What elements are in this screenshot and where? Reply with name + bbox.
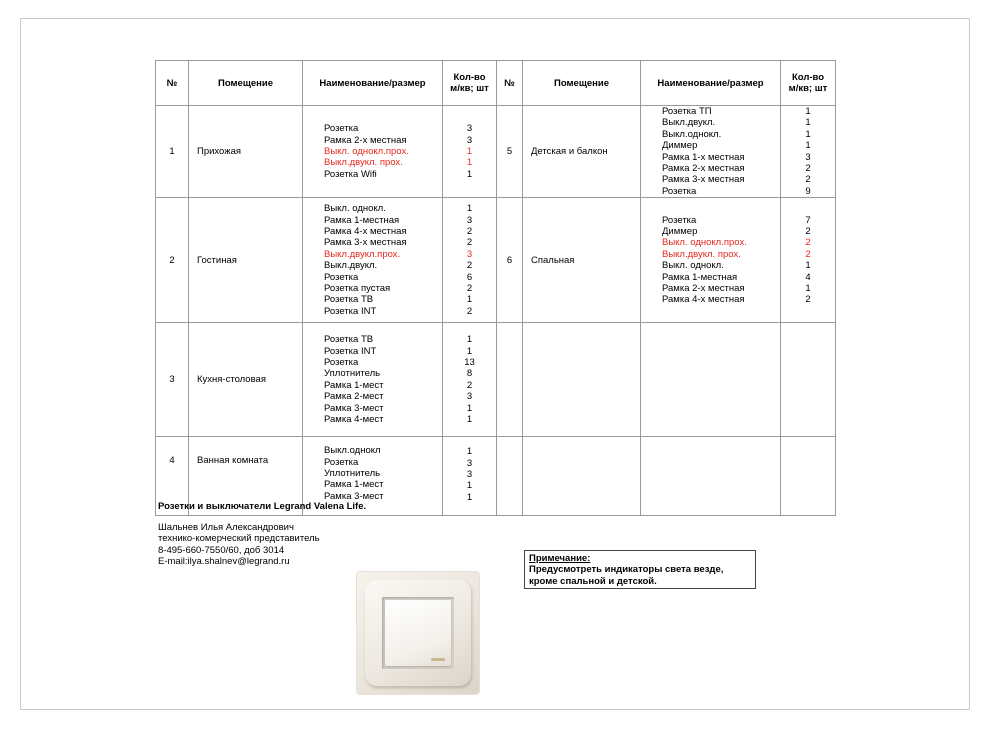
switch-frame: [365, 580, 471, 686]
item-name: Розетка: [662, 214, 697, 226]
item-name: Розетка ТП: [662, 106, 712, 117]
item-qty: 2: [805, 226, 811, 238]
note-line-2: кроме спальной и детской.: [529, 575, 657, 587]
room-num: 4: [156, 437, 189, 516]
item-name: Выкл.двукл. прох.: [324, 157, 403, 169]
contact-email: E-mail:ilya.shalnev@legrand.ru: [158, 555, 290, 567]
item-qty: 2: [466, 237, 473, 249]
item-qty: 1: [466, 446, 473, 458]
item-qty: 1: [466, 168, 473, 180]
item-qty: 6: [466, 271, 473, 283]
qty-list: [443, 323, 497, 437]
room-num: 6: [497, 198, 523, 323]
item-list: [641, 198, 781, 323]
empty-cell: [497, 437, 523, 516]
item-qty: 1: [805, 260, 811, 272]
item-name: Выкл.двукл.прох.: [324, 248, 401, 260]
empty-cell: [523, 323, 641, 437]
qty-list: [443, 106, 497, 198]
item-name: Рамка 1-мест: [324, 379, 384, 391]
item-name: Выкл.однокл: [324, 445, 381, 457]
header-num-2: №: [497, 61, 523, 106]
item-qty: 3: [805, 151, 811, 163]
item-qty: 1: [466, 334, 473, 346]
contact-name: Шальнев Илья Александрович: [158, 522, 294, 533]
item-name: Розетка пустая: [324, 283, 391, 295]
item-name: Выкл.однокл.: [662, 128, 722, 140]
note-title: Примечание:: [529, 553, 591, 564]
item-qty: 13: [464, 356, 475, 368]
brand-logo-mark: [431, 658, 445, 661]
item-name: Розетка: [324, 356, 359, 368]
empty-cell: [781, 323, 836, 437]
item-name: Розетка: [324, 456, 359, 468]
item-name: Рамка 3-мест: [324, 402, 384, 414]
qty-list: [781, 106, 836, 198]
room-num: 1: [156, 106, 189, 198]
item-name: Розетка INT: [324, 345, 377, 357]
item-name: Рамка 4-х местная: [324, 226, 407, 238]
item-qty: 3: [466, 134, 473, 146]
item-name: Рамка 1-местная: [324, 214, 400, 226]
item-qty: 1: [466, 345, 473, 357]
item-name: Рамка 1-мест: [324, 479, 384, 491]
empty-cell: [781, 437, 836, 516]
item-name: Выкл.двукл.: [324, 260, 378, 272]
switch-mechanism: [382, 597, 454, 669]
item-name: Рамка 2-х местная: [324, 134, 407, 146]
room-name: Ванная комната: [189, 437, 303, 516]
empty-cell: [641, 437, 781, 516]
header-item-2: Наименование/размер: [641, 61, 781, 106]
item-qty: 2: [466, 260, 473, 272]
table-row: [156, 323, 836, 437]
specification-table: [155, 60, 836, 516]
item-qty: 1: [805, 140, 811, 152]
item-qty: 1: [466, 480, 473, 492]
item-qty: 1: [466, 413, 473, 425]
item-name: Уплотнитель: [324, 368, 381, 380]
item-name: Диммер: [662, 226, 698, 238]
item-name: Рамка 4-х местная: [662, 294, 745, 306]
item-name: Рамка 3-х местная: [324, 237, 407, 249]
item-name: Выкл.двукл. прох.: [662, 248, 741, 260]
brand-note: Розетки и выключатели Legrand Valena Life.: [158, 501, 367, 512]
item-qty: 2: [805, 294, 811, 306]
item-name: Рамка 2-мест: [324, 391, 384, 403]
contact-position: технико-комерческий представитель: [158, 533, 320, 545]
header-qty: Кол-во м/кв; шт: [443, 61, 497, 106]
header-item: Наименование/размер: [303, 61, 443, 106]
item-name: Рамка 1-х местная: [662, 151, 745, 163]
empty-cell: [523, 437, 641, 516]
room-num: 5: [497, 106, 523, 198]
item-qty: 3: [466, 214, 473, 226]
item-qty: 7: [805, 214, 811, 226]
qty-list: [781, 198, 836, 323]
item-name: Розетка Wifi: [324, 168, 377, 180]
room-num: 3: [156, 323, 189, 437]
item-name: Выкл. однокл.: [324, 203, 386, 215]
room-num: 2: [156, 198, 189, 323]
item-name: Выкл.двукл.: [662, 117, 716, 129]
item-name: Выкл. однокл.прох.: [324, 145, 409, 157]
item-qty: 1: [805, 128, 811, 140]
item-name: Рамка 4-мест: [324, 413, 384, 425]
note-box: [524, 550, 756, 589]
item-qty: 9: [805, 185, 811, 197]
contact-phone: 8-495-660-7550/60, доб 3014: [158, 544, 285, 556]
item-qty: 8: [466, 368, 473, 380]
item-list: [303, 323, 443, 437]
qty-list: [443, 198, 497, 323]
item-name: Розетка: [324, 271, 359, 283]
item-qty: 3: [466, 469, 473, 481]
header-room-2: Помещение: [523, 61, 641, 106]
item-name: Уплотнитель: [324, 468, 381, 480]
item-qty: 1: [805, 117, 811, 129]
header-room: Помещение: [189, 61, 303, 106]
item-qty: 3: [466, 391, 473, 403]
item-qty: 2: [466, 305, 473, 317]
item-qty: 1: [466, 203, 473, 215]
item-qty: 2: [466, 283, 473, 295]
item-name: Выкл. однокл.прох.: [662, 237, 747, 249]
header-num: №: [156, 61, 189, 106]
room-name: Гостиная: [189, 198, 303, 323]
item-name: Рамка 3-мест: [324, 490, 384, 502]
item-name: Рамка 2-х местная: [662, 163, 745, 175]
item-name: Розетка: [662, 185, 697, 197]
item-qty: 1: [466, 491, 473, 503]
item-qty: 2: [805, 237, 811, 249]
item-qty: 1: [805, 106, 811, 117]
item-qty: 2: [805, 163, 811, 175]
item-name: Диммер: [662, 140, 698, 152]
switch-rocker: [385, 600, 451, 666]
item-qty: 1: [466, 294, 473, 306]
room-name: Детская и балкон: [523, 106, 641, 198]
room-name: Прихожая: [189, 106, 303, 198]
empty-cell: [641, 323, 781, 437]
item-qty: 1: [466, 402, 473, 414]
item-name: Розетка INT: [324, 305, 377, 317]
switch-product-image: [357, 572, 479, 694]
item-name: Рамка 2-х местная: [662, 283, 745, 295]
qty-list: [443, 437, 497, 516]
item-name: Рамка 3-х местная: [662, 174, 745, 186]
item-list: [303, 198, 443, 323]
item-qty: 1: [466, 157, 473, 169]
item-name: Розетка: [324, 123, 359, 135]
table-row: [156, 198, 836, 323]
item-name: Розетка ТВ: [324, 334, 374, 346]
item-qty: 1: [805, 283, 811, 295]
contact-block: [158, 522, 320, 567]
item-qty: 3: [466, 123, 473, 135]
item-qty: 1: [466, 145, 473, 157]
item-qty: 3: [466, 248, 473, 260]
item-list: [641, 106, 781, 198]
item-name: Рамка 1-местная: [662, 271, 738, 283]
item-qty: 2: [466, 379, 473, 391]
item-qty: 2: [805, 174, 811, 186]
item-name: Выкл. однокл.: [662, 260, 724, 272]
item-qty: 4: [805, 271, 811, 283]
item-list: [303, 106, 443, 198]
room-name: Спальная: [523, 198, 641, 323]
item-qty: 2: [805, 248, 811, 260]
room-name: Кухня-столовая: [189, 323, 303, 437]
table-header-row: [156, 61, 836, 106]
table-row: [156, 106, 836, 198]
item-qty: 3: [466, 457, 473, 469]
item-name: Розетка ТВ: [324, 294, 374, 306]
empty-cell: [497, 323, 523, 437]
header-qty-2: Кол-во м/кв; шт: [781, 61, 836, 106]
note-line-1: Предусмотреть индикаторы света везде,: [529, 564, 724, 576]
item-qty: 2: [466, 226, 473, 238]
